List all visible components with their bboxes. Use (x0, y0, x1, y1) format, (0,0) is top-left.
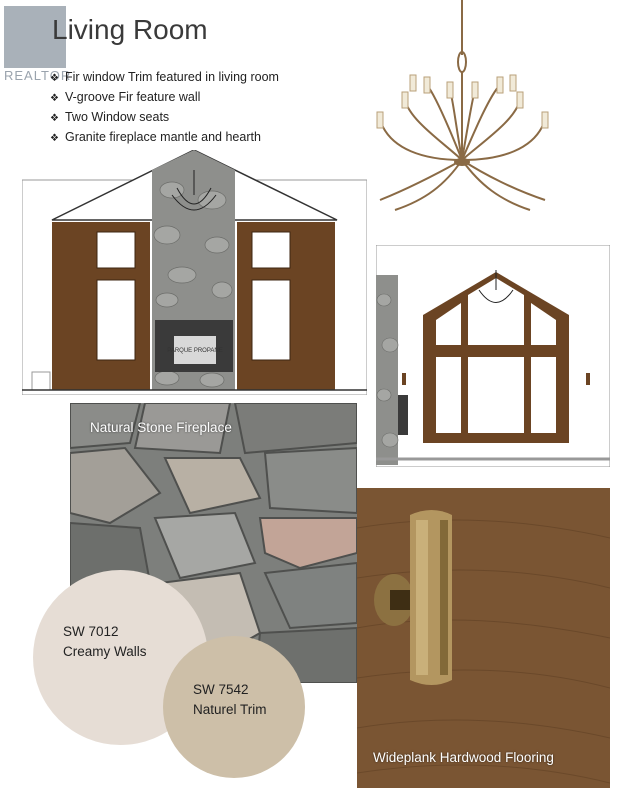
swatch-code: SW 7012 (63, 624, 119, 639)
feature-item: ❖ V-groove Fir feature wall (50, 88, 279, 108)
swatch-name: Naturel Trim (193, 702, 267, 717)
swatch-label-naturel (193, 680, 267, 720)
feature-list (50, 68, 279, 148)
swatch-code: SW 7542 (193, 682, 249, 697)
wall-sconce-icon (372, 505, 457, 695)
feature-item: ❖ Granite fireplace mantle and hearth (50, 128, 279, 148)
swatch-name: Creamy Walls (63, 644, 147, 659)
feature-item: ❖ Fir window Trim featured in living room (50, 68, 279, 88)
feature-item: ❖ Two Window seats (50, 108, 279, 128)
stone-label: Natural Stone Fireplace (90, 420, 232, 435)
swatch-label-creamy (63, 622, 147, 662)
page-title: Living Room (52, 14, 208, 45)
realtor-logo-text: REALTOR (4, 68, 72, 83)
window-elevation-drawing (376, 245, 610, 467)
chandelier-icon (365, 0, 560, 230)
fireplace-elevation-drawing (22, 150, 367, 395)
flooring-label: Wideplank Hardwood Flooring (373, 750, 554, 765)
fireplace-plaque: PARQUE PROPANE (167, 348, 223, 354)
